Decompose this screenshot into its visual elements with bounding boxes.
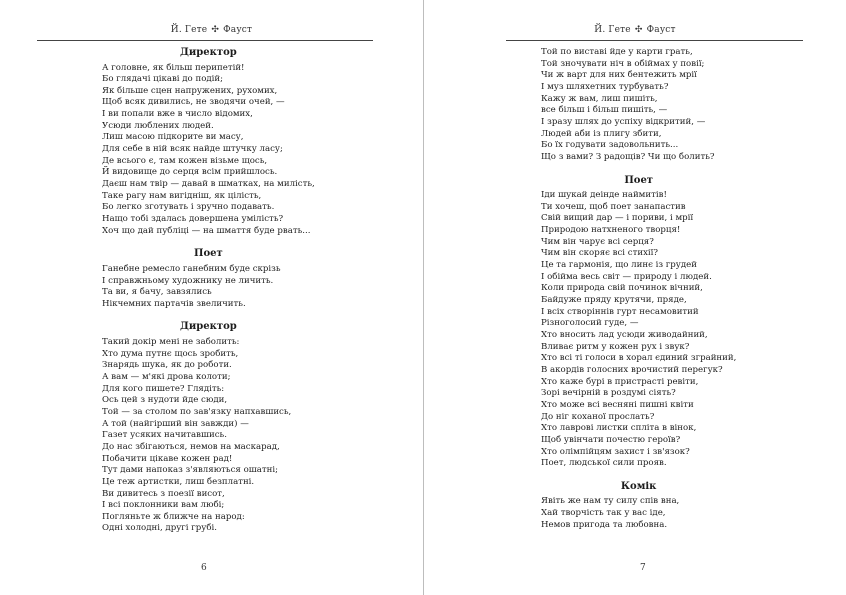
verse-line: Що з вами? З радощів? Чи що болить? — [541, 151, 715, 162]
speaker-name: Директор — [180, 47, 237, 58]
verse-line: І зразу шлях до успіху відкритий, — — [541, 116, 706, 127]
header-title: Фауст — [646, 25, 676, 35]
verse-line: Той по виставі йде у карти грать, — [541, 47, 693, 57]
verse-line: Для кого пишете? Глядіть: — [102, 383, 225, 394]
running-header — [0, 25, 423, 35]
right-page-text — [541, 47, 736, 531]
verse-line: Хто всі ті голоси в хорал єдиний зграйний, — [541, 353, 737, 364]
verse-line: Лиш масою підкорите ви масу, — [102, 132, 244, 143]
verse-line: Та ви, я бачу, завзялись — [102, 287, 212, 298]
verse-line: Такий докір мені не заболить: — [102, 336, 240, 347]
verse-line: Погляньте ж ближче на народ: — [102, 511, 245, 522]
header-title: Фауст — [223, 25, 253, 35]
speaker-name: Директор — [180, 321, 237, 333]
verse-line: Ганебне ремесло ганебним буде скрізь — [102, 263, 281, 274]
speaker-name: Поет — [194, 248, 223, 260]
header-ornament-icon: ✣ — [634, 25, 643, 35]
verse-line: Таке рагу нам вигідніш, як цілість, — [102, 190, 262, 201]
verse-line: Зорі вечірній в роздумі сіять? — [541, 388, 676, 399]
verse-line: А той (найгірший він завжди) — — [102, 418, 249, 429]
verse-line: Газет усяких начитавшись. — [102, 430, 227, 441]
verse-line: Різноголосий гуде, — — [541, 318, 639, 329]
verse-line: Нащо тобі здалась довершена умілість? — [102, 214, 284, 225]
verse-line: Як більше сцен напружених, рухомих, — [102, 85, 278, 96]
verse-line: І всіх створіннів гурт несамовитий — [541, 306, 699, 317]
verse-line: Іди шукай деінде наймитів! — [541, 190, 667, 201]
speaker-name: Поет — [624, 174, 653, 186]
verse-line: Хай творчість так у вас іде, — [541, 507, 666, 518]
verse-line: І всі поклонники вам любі; — [102, 500, 225, 511]
verse-line: Кажу ж вам, лиш пишіть, — [541, 93, 658, 104]
verse-line: Той зночувати ніч в обіймах у повії; — [541, 58, 705, 69]
verse-line: В акордів голосних врочистий перегук? — [541, 364, 723, 375]
running-header — [424, 25, 846, 35]
left-page-text — [102, 47, 315, 535]
header-author: Й. Гете — [594, 25, 631, 35]
header-author: Й. Гете — [170, 25, 208, 35]
verse-line: Хоч що дай публіці — на шмаття буде рвать... — [102, 225, 311, 236]
verse-line: Усюди люблених людей. — [102, 120, 214, 131]
verse-line: Природою натхненого творця! — [541, 225, 681, 236]
verse-line: Чим він скоряє всі стихії? — [541, 248, 659, 259]
verse-line: До ніг коханої прослать? — [541, 411, 655, 422]
verse-line: А головне, як більш перипетій! — [102, 62, 245, 73]
verse-line: І справжньому художнику не личить. — [102, 275, 274, 286]
verse-line: Хто дума путнє щось зробить, — [102, 348, 239, 359]
verse-line: Хто може всі весняні пишні квіти — [541, 399, 694, 410]
verse-line: Ви дивитесь з поезії висот, — [102, 488, 225, 499]
right-page — [424, 0, 846, 595]
verse-line: Поет, людської сили прояв. — [541, 458, 667, 469]
verse-line: Даєш нам твір — давай в шматках, на милість, — [102, 179, 315, 190]
page-number: 6 — [201, 563, 207, 573]
speaker-name: Комік — [620, 480, 657, 492]
verse-line: Явіть же нам ту силу спів вна, — [541, 496, 680, 507]
verse-line: Де всього є, там кожен візьме щось, — [102, 155, 268, 166]
verse-line: Чи ж варт для них бентежить мрії — [541, 70, 697, 81]
verse-line: А вам — м'які дрова колоти; — [102, 371, 231, 382]
header-rule — [506, 40, 803, 41]
page-number: 7 — [640, 563, 646, 573]
verse-line: Бо легко зготувать і зручно подавать. — [102, 202, 275, 213]
header-rule — [37, 40, 373, 41]
verse-line: Тут дами напоказ з'являються ошатні; — [102, 465, 278, 476]
verse-line: Хто каже бурі в пристрасті ревіти, — [541, 376, 699, 387]
verse-line: Коли природа свій починок вічний, — [541, 283, 703, 294]
verse-line: Це та гармонія, що линє із грудей — [541, 260, 697, 270]
verse-line: Це теж артистки, лиш безплатні. — [102, 476, 255, 487]
verse-line: Хто вносить лад усюди живодайний, — [541, 329, 708, 340]
verse-line: Хто лаврові листки спліта в вінок, — [541, 423, 697, 434]
verse-line: Ти хочеш, щоб поет занапастив — [541, 201, 686, 212]
verse-line: Й видовище до серця всім прийшлось. — [102, 167, 278, 178]
verse-line: Вливає ритм у кожен рух і звук? — [541, 341, 690, 352]
verse-line: І муз шляхетних турбувать? — [541, 81, 669, 92]
verse-line: Побачити цікаве кожен рад! — [102, 453, 233, 464]
verse-line: все більш і більш пишіть, — — [541, 105, 668, 116]
verse-line: Для себе в ній всяк найде штучку ласу; — [102, 144, 283, 155]
verse-line: Одні холодні, другі грубі. — [102, 523, 217, 534]
verse-line: Щоб всяк дивились, не зводячи очей, — — [102, 97, 285, 108]
verse-line: Ось цей з нудоти йде сюди, — [102, 395, 228, 406]
verse-line: Байдуже пряду крутячи, пряде, — [541, 294, 687, 305]
verse-line: Чим він чарує всі серця? — [541, 236, 654, 247]
verse-line: Людей аби із плигу збити, — [541, 128, 662, 139]
verse-line: Нікчемних партачів звеличить. — [102, 298, 246, 309]
verse-line: І обійма весь світ — природу і людей. — [541, 271, 712, 282]
verse-line: Немов пригода та любовна. — [541, 519, 668, 530]
verse-line: Хто олімпійцям захист і зв'язок? — [541, 446, 690, 457]
header-ornament-icon: ✣ — [211, 25, 220, 35]
verse-line: Знарядь шука, як до роботи. — [102, 360, 232, 371]
verse-line: До нас збігаються, немов на маскарад, — [102, 441, 280, 452]
verse-line: І ви попали вже в число відомих, — [102, 109, 253, 120]
verse-line: Щоб увінчати почестю героїв? — [541, 434, 681, 445]
verse-line: Свій вищий дар — і пориви, і мрії — [541, 213, 694, 224]
verse-line: Той — за столом по зав'язку напхавшись, — [102, 406, 292, 417]
verse-line: Бо глядачі цікаві до подій; — [102, 74, 224, 85]
verse-line: Бо їх годувати задовольнить... — [541, 140, 679, 151]
